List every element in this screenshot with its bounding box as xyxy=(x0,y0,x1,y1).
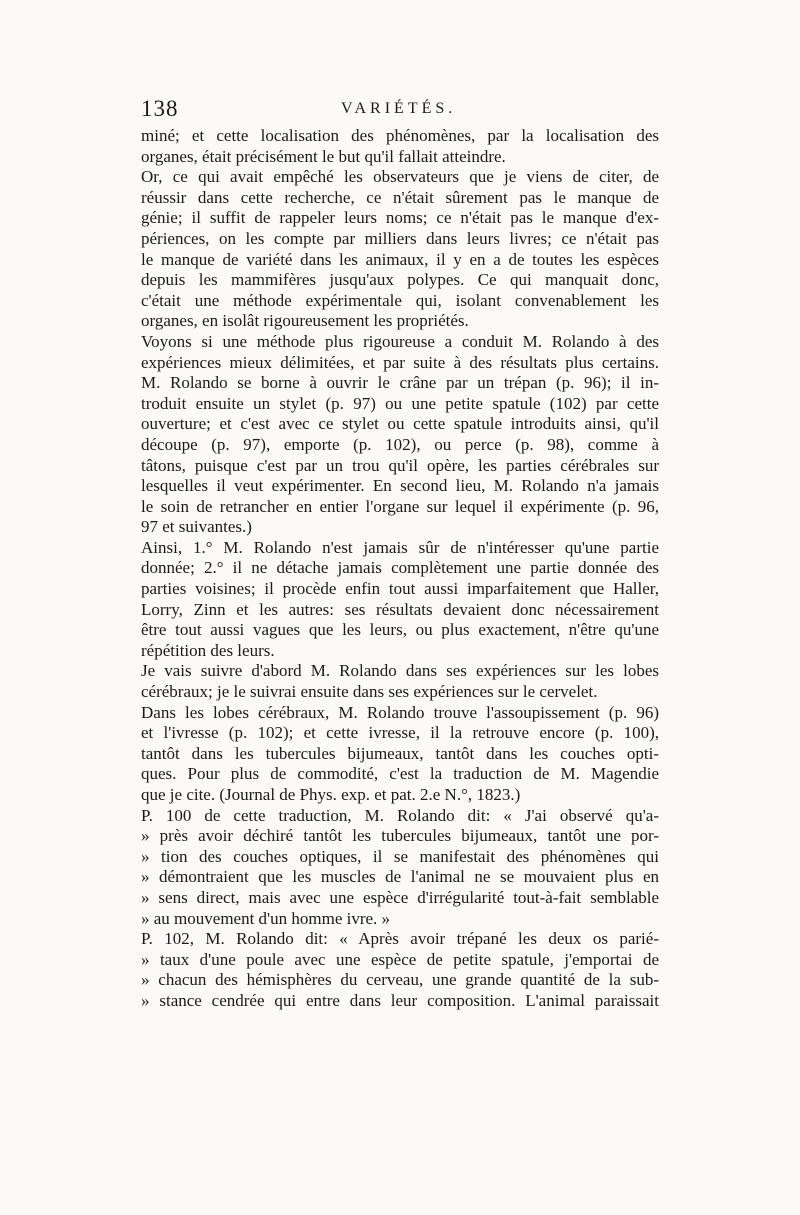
text-line: lesquelles il veut expérimenter. En second lieu, M. Rolando n'a jamais xyxy=(141,476,659,496)
text-line: c'était une méthode expérimentale qui, isolant convenablement les xyxy=(141,290,659,310)
text-line: ouverture; et c'est avec ce stylet ou cette spatule introduits ainsi, qu'il xyxy=(141,414,659,434)
text-line: » sens direct, mais avec une espèce d'irrégularité tout-à-fait semblable xyxy=(141,887,659,907)
text-line: » près avoir déchiré tantôt les tubercules bijumeaux, tantôt une por- xyxy=(141,826,659,846)
text-line: réussir dans cette recherche, ce n'était sûrement pas le manque de xyxy=(141,187,659,207)
text-line: découpe (p. 97), emporte (p. 102), ou perce (p. 98), comme à xyxy=(141,434,659,454)
text-line: expériences mieux délimitées, et par suite à des résultats plus certains. xyxy=(141,352,659,372)
text-line: M. Rolando se borne à ouvrir le crâne par un trépan (p. 96); il in- xyxy=(141,373,659,393)
page-header xyxy=(141,96,661,124)
text-line: Or, ce qui avait empêché les observateurs que je viens de citer, de xyxy=(141,167,659,187)
text-line: génie; il suffit de rappeler leurs noms; ce n'était pas le manque d'ex- xyxy=(141,208,659,228)
text-line: » démontraient que les muscles de l'animal ne se mouvaient plus en xyxy=(141,867,659,887)
text-line: que je cite. (Journal de Phys. exp. et pat. 2.e N.°, 1823.) xyxy=(141,785,521,804)
text-line: » taux d'une poule avec une espèce de petite spatule, j'emportai de xyxy=(141,949,659,969)
text-line: depuis les mammifères jusqu'aux polypes. Ce qui manquait donc, xyxy=(141,270,659,290)
text-line: répétition des leurs. xyxy=(141,640,275,660)
text-line: le soin de retrancher en entier l'organe sur lequel il expérimente (p. 96, xyxy=(141,496,659,516)
text-line: donnée; 2.° il ne détache jamais complètement une partie donnée des xyxy=(141,558,659,578)
text-line: » stance cendrée qui entre dans leur composition. L'animal paraissait xyxy=(141,990,659,1010)
text-line: organes, était précisément le but qu'il fallait atteindre. xyxy=(141,146,506,166)
text-line: » chacun des hémisphères du cerveau, une grande quantité de la sub- xyxy=(141,970,659,990)
text-line: Lorry, Zinn et les autres: ses résultats devaient donc nécessairement xyxy=(141,599,659,619)
page-number: 138 xyxy=(141,96,179,121)
text-line: tantôt dans les tubercules bijumeaux, tantôt dans les couches opti- xyxy=(141,743,659,763)
text-line: » au mouvement d'un homme ivre. » xyxy=(141,908,391,928)
text-line: organes, en isolât rigoureusement les propriétés. xyxy=(141,311,469,331)
text-line: périences, on les compte par milliers dans leurs livres; ce n'était pas xyxy=(141,228,659,248)
text-line: Voyons si une méthode plus rigoureuse a conduit M. Rolando à des xyxy=(141,331,659,351)
text-line: Ainsi, 1.° M. Rolando n'est jamais sûr de n'intéresser qu'une partie xyxy=(141,537,659,557)
text-line: et l'ivresse (p. 102); et cette ivresse, il la retrouve encore (p. 100), xyxy=(141,723,659,743)
text-line: troduit ensuite un stylet (p. 97) ou une petite spatule (102) par cette xyxy=(141,393,659,413)
text-line: 97 et suivantes.) xyxy=(141,517,252,537)
text-line: Je vais suivre d'abord M. Rolando dans ses expériences sur les lobes xyxy=(141,661,659,681)
text-line: cérébraux; je le suivrai ensuite dans ses expériences sur le cervelet. xyxy=(141,682,598,702)
text-line: miné; et cette localisation des phénomènes, par la localisation des xyxy=(141,126,659,145)
text-line: Dans les lobes cérébraux, M. Rolando trouve l'assoupissement (p. 96) xyxy=(141,702,659,722)
text-line: » tion des couches optiques, il se manifestait des phénomènes qui xyxy=(141,846,659,866)
text-line: tâtons, puisque c'est par un trou qu'il opère, les parties cérébrales sur xyxy=(141,455,659,475)
text-line: le manque de variété dans les animaux, il y en a de toutes les espèces xyxy=(141,249,659,269)
running-title: VARIÉTÉS. xyxy=(341,100,457,117)
text-line: P. 100 de cette traduction, M. Rolando dit: « J'ai observé qu'a- xyxy=(141,805,659,825)
body-text xyxy=(141,126,659,1012)
text-line: être tout aussi vagues que les leurs, ou plus exactement, n'être qu'une xyxy=(141,620,659,640)
text-line: ques. Pour plus de commodité, c'est la traduction de M. Magendie xyxy=(141,764,659,784)
text-line: P. 102, M. Rolando dit: « Après avoir trépané les deux os parié- xyxy=(141,929,659,949)
text-line: parties voisines; il procède enfin tout aussi imparfaitement que Haller, xyxy=(141,579,659,599)
